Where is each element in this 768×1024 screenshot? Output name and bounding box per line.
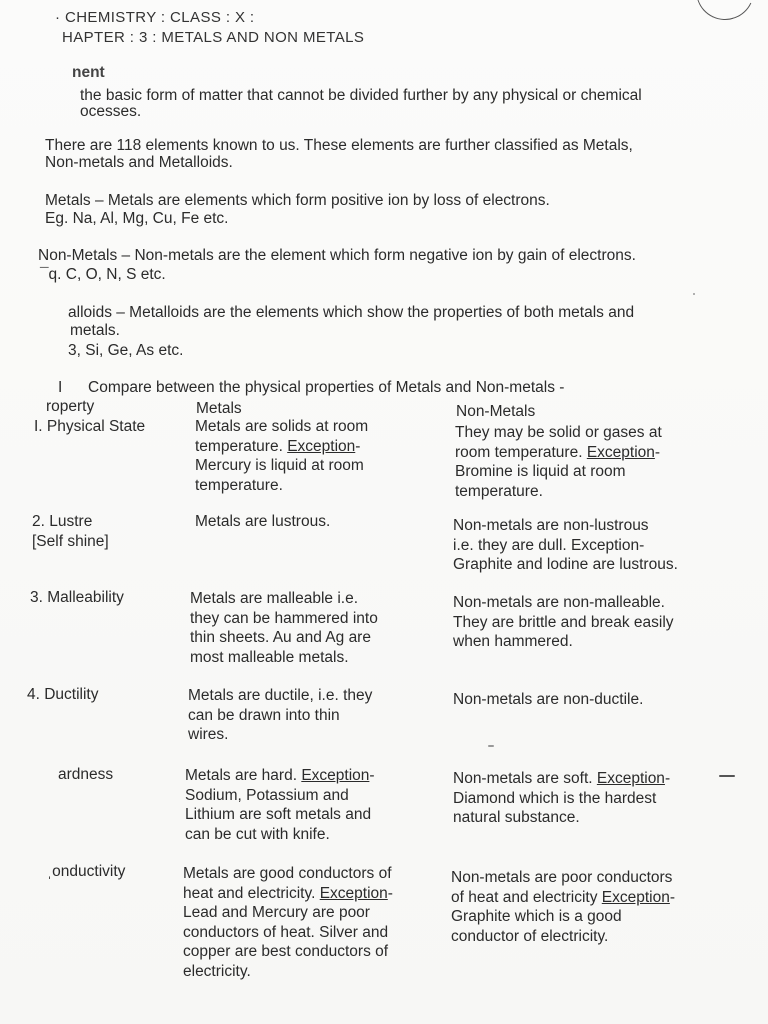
row-metals-line: Metals are ductile, i.e. they [188, 687, 373, 704]
row-metals-line: Lithium are soft metals and [185, 806, 372, 823]
row-nonmetals-line: Diamond which is the hardest [453, 789, 657, 807]
row-property-line: ardness [58, 766, 114, 783]
row-nonmetals-line: i.e. they are dull. Exception- [453, 536, 645, 554]
row-property-line: 4. Ductility [27, 686, 99, 703]
row-metals-line: Mercury is liquid at room [195, 457, 364, 474]
element-definition-line-2: ocesses. [80, 103, 142, 120]
row-metals-line: can be cut with knife. [185, 825, 330, 843]
row-property-line: ˌonductivity [47, 863, 126, 880]
row-metals-line: thin sheets. Au and Ag are [190, 629, 371, 646]
row-metals-line: most malleable metals. [190, 648, 349, 666]
row-metals-line: Metals are good conductors of [183, 865, 392, 882]
row-metals-line: Metals are hard. Exception- [185, 767, 375, 784]
row-metals-line: can be drawn into thin [188, 706, 340, 724]
row-nonmetals-line: Non-metals are poor conductors [451, 869, 673, 886]
row-metals-line: wires. [188, 726, 229, 743]
stray-dot [693, 293, 695, 295]
row-metals-line: Sodium, Potassium and [185, 786, 349, 804]
row-metals-line: Metals are solids at room [195, 418, 369, 435]
row-metals-line: copper are best conductors of [183, 943, 389, 960]
row-nonmetals-line: of heat and electricity Exception- [451, 888, 676, 906]
row-metals-line: heat and electricity. Exception- [183, 884, 393, 902]
row-nonmetals-line: Non-metals are soft. Exception- [453, 770, 671, 787]
column-header-property: roperty [46, 398, 95, 415]
row-nonmetals-line: Graphite and lodine are lustrous. [453, 556, 678, 573]
known-elements-line-2: Non-metals and Metalloids. [45, 154, 233, 171]
column-header-nonmetals: Non-Metals [456, 403, 536, 420]
row-metals-line: temperature. [195, 476, 283, 494]
row-nonmetals-line: They are brittle and break easily [453, 613, 674, 631]
row-metals-line: electricity. [183, 962, 251, 980]
row-nonmetals-line: room temperature. Exception- [455, 443, 661, 461]
header-chapter-line: HAPTER : 3 : METALS AND NON METALS [62, 29, 365, 46]
row-nonmetals-line: Non-metals are non-ductile. [453, 691, 644, 708]
row-nonmetals-line: Non-metals are non-malleable. [453, 594, 665, 611]
compare-title: Compare between the physical properties of Metals and Non-metals - [88, 379, 565, 396]
element-definition-line-1: the basic form of matter that cannot be divided further by any physical or chemical [80, 87, 642, 104]
element-heading: nent [72, 64, 105, 81]
row-nonmetals-line: when hammered. [453, 633, 573, 650]
row-nonmetals-line: They may be solid or gases at [455, 424, 662, 441]
nonmetals-definition: Non-Metals – Non-metals are the element which form negative ion by gain of electrons. [38, 247, 636, 264]
row-metals-line: Lead and Mercury are poor [183, 904, 370, 921]
row-nonmetals-line: Graphite which is a good [451, 908, 622, 925]
row-property-line: 3. Malleability [30, 589, 124, 606]
row-metals-line: conductors of heat. Silver and [183, 923, 389, 941]
row-property-line: 2. Lustre [32, 513, 93, 530]
row-metals-line: Metals are malleable i.e. [190, 590, 358, 607]
metalloids-definition: alloids – Metalloids are the elements which show the properties of both metals and [68, 304, 635, 321]
header-class-line: · CHEMISTRY : CLASS : X : [55, 9, 255, 26]
metals-examples: Eg. Na, Al, Mg, Cu, Fe etc. [45, 210, 229, 227]
row-nonmetals-line: Bromine is liquid at room [455, 463, 626, 480]
row-metals-line: Metals are lustrous. [195, 513, 331, 530]
row-property-line: I. Physical State [34, 418, 146, 435]
row-nonmetals-line: natural substance. [453, 809, 580, 826]
stray-dash [719, 775, 735, 777]
row-nonmetals-line: Non-metals are non-lustrous [453, 517, 649, 534]
metals-definition: Metals – Metals are elements which form positive ion by loss of electrons. [45, 192, 550, 209]
compare-marker: I [58, 379, 63, 396]
row-metals-line: they can be hammered into [190, 609, 378, 627]
metalloids-definition-cont: metals. [70, 322, 120, 339]
known-elements-line-1: There are 118 elements known to us. These elements are further classified as Metals, [45, 137, 633, 154]
corner-pen-mark [688, 0, 762, 28]
nonmetals-examples: ¯q. C, O, N, S etc. [40, 266, 166, 283]
row-property-line: [Self shine] [32, 532, 109, 550]
row-nonmetals-line: temperature. [455, 482, 543, 500]
row-nonmetals-line: conductor of electricity. [451, 927, 609, 945]
metalloids-examples: 3, Si, Ge, As etc. [68, 342, 184, 359]
row-metals-line: temperature. Exception- [195, 437, 361, 455]
column-header-metals: Metals [196, 400, 242, 417]
stray-mark [488, 745, 494, 747]
